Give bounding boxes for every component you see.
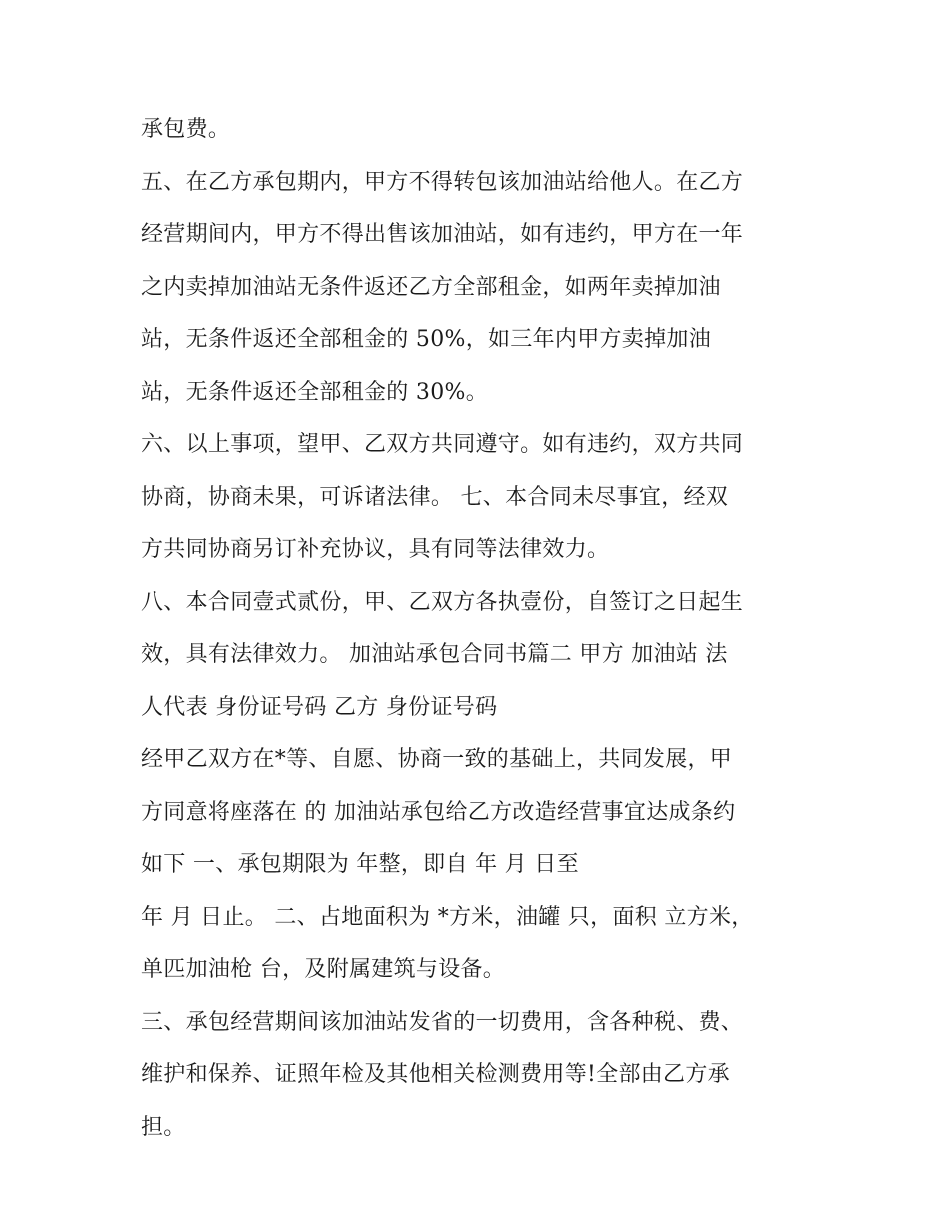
text-line: 之内卖掉加油站无条件返还乙方全部租金，如两年卖掉加油 [141, 274, 721, 300]
text-line: 站，无条件返还全部租金的 50%，如三年内甲方卖掉加油 [141, 327, 711, 352]
text-line: 方同意将座落在 的 加油站承包给乙方改造经营事宜达成条约 [141, 799, 736, 825]
text-line: 如下 一、承包期限为 年整，即自 年 月 日至 [141, 852, 579, 877]
text-line: 担。 [141, 1114, 186, 1140]
text-line: 六、以上事项，望甲、乙双方共同遵守。如有违约，双方共同 [141, 432, 744, 457]
text-line: 单匹加油枪 台，及附属建筑与设备。 [141, 957, 506, 982]
contract-text [141, 104, 821, 1154]
text-line: 年 月 日止。 二、占地面积为 *方米，油罐 只，面积 立方米， [141, 904, 754, 930]
text-line: 维护和保养、证照年检及其他相关检测费用等!全部由乙方承 [141, 1062, 730, 1087]
text-line: 经甲乙双方在*等、自愿、协商一致的基础上，共同发展，甲 [141, 747, 733, 772]
text-line: 方共同协商另订补充协议，具有同等法律效力。 [141, 537, 610, 562]
text-line: 人代表 身份证号码 乙方 身份证号码 [141, 694, 498, 720]
text-line: 经营期间内，甲方不得出售该加油站，如有违约，甲方在一年 [141, 222, 744, 247]
text-line: 站，无条件返还全部租金的 30%。 [141, 379, 488, 405]
text-line: 五、在乙方承包期内，甲方不得转包该加油站给他人。在乙方 [141, 169, 744, 195]
text-line: 效，具有法律效力。 加油站承包合同书篇二 甲方 加油站 法 [141, 642, 728, 667]
text-line: 承包费。 [141, 117, 231, 142]
text-line: 八、本合同壹式贰份，甲、乙双方各执壹份，自签订之日起生 [141, 589, 744, 615]
text-line: 三、承包经营期间该加油站发省的一切费用，含各种税、费、 [141, 1009, 744, 1035]
text-line: 协商，协商未果，可诉诸法律。 七、本合同未尽事宜，经双 [141, 484, 729, 510]
